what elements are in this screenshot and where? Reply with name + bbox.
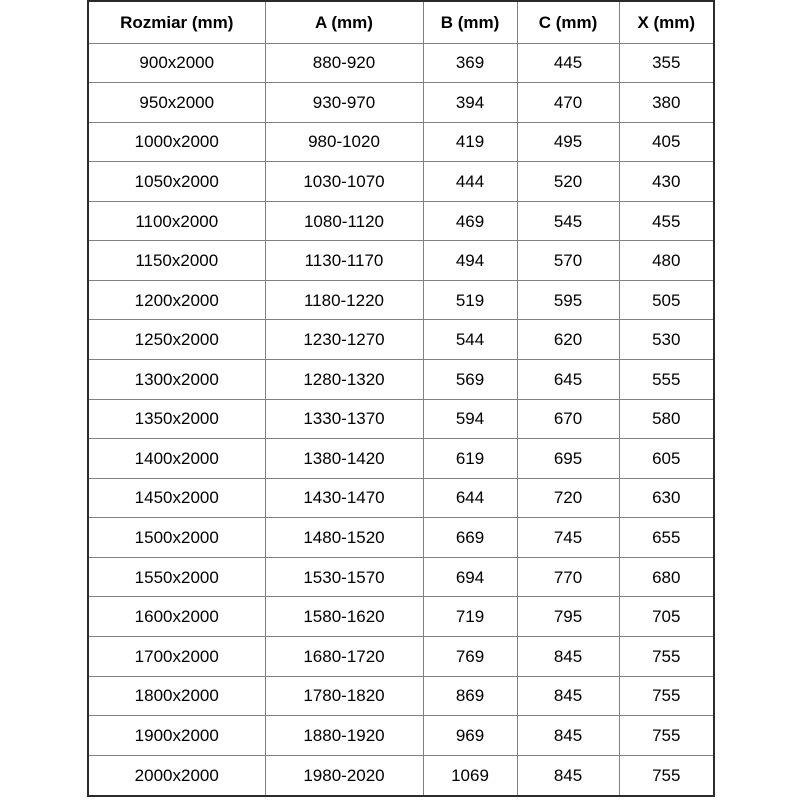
table-cell: 1680-1720 (265, 636, 423, 676)
table-cell: 900x2000 (88, 43, 265, 83)
table-cell: 1780-1820 (265, 676, 423, 716)
table-cell: 755 (619, 636, 714, 676)
table-cell: 1980-2020 (265, 755, 423, 796)
table-cell: 680 (619, 557, 714, 597)
table-cell: 745 (517, 518, 619, 558)
table-cell: 720 (517, 478, 619, 518)
table-cell: 355 (619, 43, 714, 83)
table-cell: 755 (619, 755, 714, 796)
table-cell: 1050x2000 (88, 162, 265, 202)
table-cell: 520 (517, 162, 619, 202)
table-cell: 719 (423, 597, 517, 637)
table-cell: 445 (517, 43, 619, 83)
table-cell: 505 (619, 280, 714, 320)
table-cell: 950x2000 (88, 83, 265, 123)
table-cell: 644 (423, 478, 517, 518)
table-cell: 1000x2000 (88, 122, 265, 162)
table-cell: 1700x2000 (88, 636, 265, 676)
table-cell: 1550x2000 (88, 557, 265, 597)
table-cell: 1500x2000 (88, 518, 265, 558)
table-cell: 470 (517, 83, 619, 123)
table-cell: 1430-1470 (265, 478, 423, 518)
table-row (88, 755, 714, 796)
table-cell: 755 (619, 676, 714, 716)
table-cell: 419 (423, 122, 517, 162)
table-cell: 630 (619, 478, 714, 518)
table-row (88, 360, 714, 400)
table-row (88, 716, 714, 756)
table-cell: 469 (423, 201, 517, 241)
table-row (88, 43, 714, 83)
table-cell: 1330-1370 (265, 399, 423, 439)
table-cell: 1480-1520 (265, 518, 423, 558)
table-cell: 1400x2000 (88, 439, 265, 479)
table-cell: 480 (619, 241, 714, 281)
column-header: B (mm) (423, 1, 517, 43)
table-body (88, 43, 714, 796)
size-table (87, 0, 715, 797)
table-cell: 620 (517, 320, 619, 360)
table-cell: 694 (423, 557, 517, 597)
table-cell: 430 (619, 162, 714, 202)
table-cell: 880-920 (265, 43, 423, 83)
table-row (88, 162, 714, 202)
table-cell: 645 (517, 360, 619, 400)
table-cell: 580 (619, 399, 714, 439)
table-cell: 1180-1220 (265, 280, 423, 320)
table-cell: 594 (423, 399, 517, 439)
table-cell: 570 (517, 241, 619, 281)
table-row (88, 478, 714, 518)
table-cell: 619 (423, 439, 517, 479)
table-cell: 1069 (423, 755, 517, 796)
table-cell: 1230-1270 (265, 320, 423, 360)
table-cell: 1380-1420 (265, 439, 423, 479)
table-cell: 845 (517, 636, 619, 676)
table-cell: 770 (517, 557, 619, 597)
table-row (88, 122, 714, 162)
table-cell: 545 (517, 201, 619, 241)
table-cell: 1800x2000 (88, 676, 265, 716)
table-cell: 544 (423, 320, 517, 360)
table-cell: 1600x2000 (88, 597, 265, 637)
table-cell: 394 (423, 83, 517, 123)
table-row (88, 320, 714, 360)
table-row (88, 241, 714, 281)
table-cell: 980-1020 (265, 122, 423, 162)
table-row (88, 399, 714, 439)
table-cell: 1450x2000 (88, 478, 265, 518)
table-cell: 1150x2000 (88, 241, 265, 281)
table-cell: 1130-1170 (265, 241, 423, 281)
table-cell: 845 (517, 755, 619, 796)
table-cell: 369 (423, 43, 517, 83)
table-cell: 569 (423, 360, 517, 400)
table-cell: 695 (517, 439, 619, 479)
table-row (88, 557, 714, 597)
table-cell: 1300x2000 (88, 360, 265, 400)
table-cell: 1530-1570 (265, 557, 423, 597)
table-row (88, 518, 714, 558)
table-cell: 1250x2000 (88, 320, 265, 360)
table-cell: 1280-1320 (265, 360, 423, 400)
table-cell: 969 (423, 716, 517, 756)
table-row (88, 280, 714, 320)
table-cell: 605 (619, 439, 714, 479)
size-table-container (87, 0, 713, 797)
table-cell: 845 (517, 676, 619, 716)
table-row (88, 201, 714, 241)
table-cell: 1880-1920 (265, 716, 423, 756)
column-header: Rozmiar (mm) (88, 1, 265, 43)
table-cell: 769 (423, 636, 517, 676)
table-cell: 1350x2000 (88, 399, 265, 439)
table-cell: 1200x2000 (88, 280, 265, 320)
table-cell: 1030-1070 (265, 162, 423, 202)
table-cell: 1080-1120 (265, 201, 423, 241)
header-row (88, 1, 714, 43)
table-cell: 670 (517, 399, 619, 439)
table-cell: 595 (517, 280, 619, 320)
table-row (88, 597, 714, 637)
table-cell: 655 (619, 518, 714, 558)
table-cell: 705 (619, 597, 714, 637)
table-cell: 1580-1620 (265, 597, 423, 637)
table-cell: 669 (423, 518, 517, 558)
table-row (88, 83, 714, 123)
table-cell: 405 (619, 122, 714, 162)
table-row (88, 636, 714, 676)
table-cell: 845 (517, 716, 619, 756)
table-cell: 455 (619, 201, 714, 241)
table-cell: 1100x2000 (88, 201, 265, 241)
table-cell: 495 (517, 122, 619, 162)
table-row (88, 676, 714, 716)
table-cell: 930-970 (265, 83, 423, 123)
table-cell: 519 (423, 280, 517, 320)
table-cell: 869 (423, 676, 517, 716)
table-cell: 380 (619, 83, 714, 123)
table-cell: 795 (517, 597, 619, 637)
column-header: C (mm) (517, 1, 619, 43)
column-header: X (mm) (619, 1, 714, 43)
table-cell: 2000x2000 (88, 755, 265, 796)
table-cell: 755 (619, 716, 714, 756)
table-cell: 530 (619, 320, 714, 360)
table-row (88, 439, 714, 479)
column-header: A (mm) (265, 1, 423, 43)
table-cell: 1900x2000 (88, 716, 265, 756)
table-cell: 555 (619, 360, 714, 400)
table-cell: 494 (423, 241, 517, 281)
table-cell: 444 (423, 162, 517, 202)
